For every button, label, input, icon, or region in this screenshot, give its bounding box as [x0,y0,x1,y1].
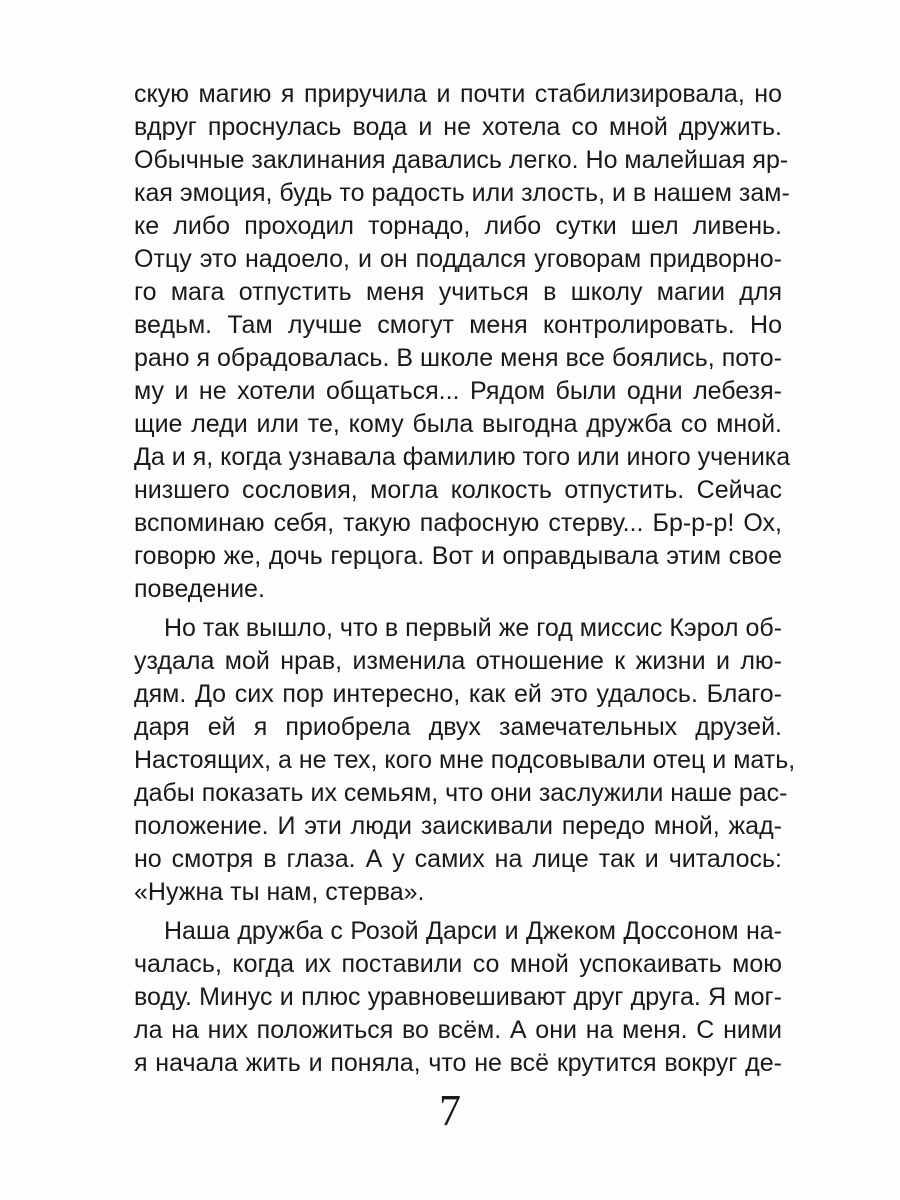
text-line: го мага отпустить меня учиться в школу магии для [134,278,782,306]
text-line: поведение. [134,575,265,603]
text-line: Наша дружба с Розой Дарси и Джеком Доссоном на- [164,917,782,945]
text-line: Обычные заклинания давались легко. Но малейшая яр- [134,146,789,174]
paragraph-2 [134,612,796,909]
text-line: говорю же, дочь герцога. Вот и оправдывала этим свое [134,542,782,570]
body-text [134,78,796,1080]
text-line: Настоящих, а не тех, кого мне подсовывали отец и мать, [134,746,796,774]
text-line: вспоминаю себя, такую пафосную стерву... Бр-р-р! Ох, [134,509,782,537]
text-line: скую магию я приручила и почти стабилизировала, но [134,80,782,108]
text-line: вдруг проснулась вода и не хотела со мной дружить. [134,113,782,141]
text-line: положение. И эти люди заискивали передо мной, жад- [134,812,782,840]
text-line: ла на них положиться во всём. А они на меня. С ними [134,1016,782,1044]
text-line: чалась, когда их поставили со мной успокаивать мою [134,950,782,978]
text-line: Да и я, когда узнавала фамилию того или иного ученика [134,443,791,471]
paragraph-1 [134,78,791,606]
text-line: я начала жить и поняла, что не всё крутится вокруг де- [134,1049,782,1077]
text-line: рано я обрадовалась. В школе меня все боялись, пото- [134,344,782,372]
text-line: ке либо проходил торнадо, либо сутки шел ливень. [134,212,782,240]
text-line: но смотря в глаза. А у самих на лице так и читалось: [134,845,782,873]
text-line: даря ей я приобрела двух замечательных друзей. [134,713,782,741]
page-number: 7 [439,1086,461,1135]
paragraph-3 [134,915,782,1080]
text-line: дям. До сих пор интересно, как ей это удалось. Благо- [134,680,782,708]
text-line: уздала мой нрав, изменила отношение к жизни и лю- [134,647,782,675]
text-line: му и не хотели общаться... Рядом были одни лебезя- [134,377,782,405]
text-line: кая эмоция, будь то радость или злость, и в нашем зам- [134,179,790,207]
text-line: дабы показать их семьям, что они заслужили наше рас- [134,779,788,807]
text-line: воду. Минус и плюс уравновешивают друг друга. Я мог- [134,983,782,1011]
text-line: низшего сословия, могла колкость отпустить. Сейчас [134,476,782,504]
text-line: Но так вышло, что в первый же год миссис Кэрол об- [164,614,782,642]
text-line: щие леди или те, кому была выгодна дружба со мной. [134,410,782,438]
text-line: ведьм. Там лучше смогут меня контролировать. Но [134,311,782,339]
text-line: «Нужна ты нам, стерва». [134,878,425,906]
text-line: Отцу это надоело, и он поддался уговорам придворно- [134,245,782,273]
